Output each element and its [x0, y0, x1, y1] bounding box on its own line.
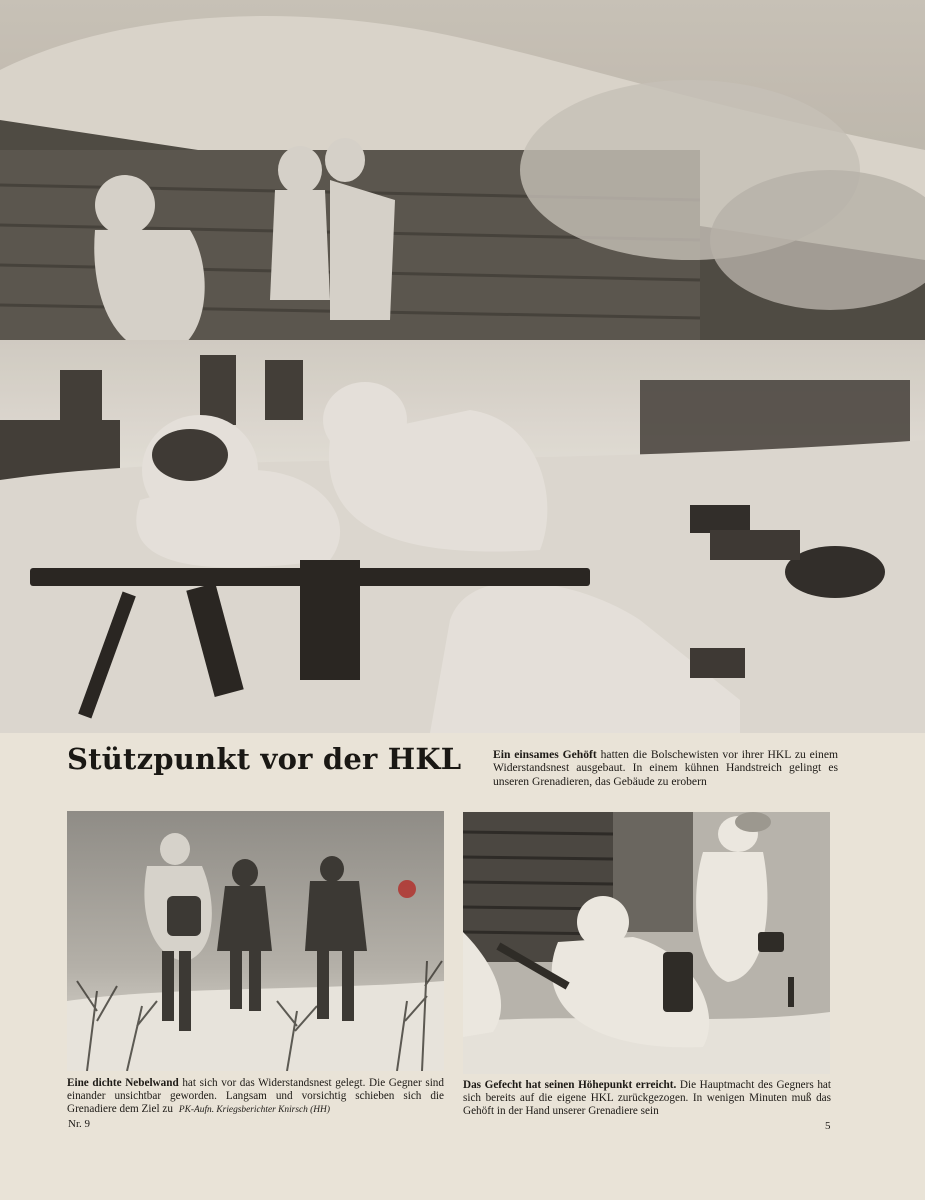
- article-intro: [493, 748, 838, 788]
- fog-photo-illustration: [67, 811, 444, 1071]
- combat-photo-caption: [463, 1079, 831, 1118]
- article-headline: Stützpunkt vor der HKL: [67, 742, 462, 776]
- combat-caption-text: Die Hauptmacht des Gegners hat sich bereits auf die eigene HKL zurückgezogen. In wenigen Minuten muß das Gehöft in der Hand unserer Grenadiere sein: [463, 1079, 831, 1118]
- fog-caption-text: hat sich vor das Widerstandsnest gelegt. Die Gegner sind einander unsichtbar geworden. Langsam und vorsichtig schieben sich die Grenadiere dem Ziel zu: [67, 1077, 444, 1116]
- combat-photo: [463, 812, 830, 1074]
- photo-credit: PK-Aufn. Kriegsberichter Knirsch (HH): [178, 1105, 330, 1116]
- combat-caption-lead: Das Gefecht hat seinen Höhepunkt erreicht.: [463, 1079, 677, 1091]
- article-intro-lead: Ein einsames Gehöft: [493, 748, 597, 761]
- page-number: 5: [825, 1120, 831, 1132]
- combat-photo-illustration: [463, 812, 830, 1074]
- fog-photo: [67, 811, 444, 1071]
- article-intro-text: hatten die Bolschewisten vor ihrer HKL zu einem Widerstandsnest ausgebaut. In einem kühnen Handstreich gelingt es unseren Grenadieren, das Gebäude zu erobern: [493, 748, 838, 788]
- fog-caption-lead: Eine dichte Nebelwand: [67, 1077, 179, 1089]
- issue-number: Nr. 9: [68, 1118, 90, 1130]
- red-mark: [398, 880, 416, 898]
- fog-photo-caption: [67, 1077, 444, 1117]
